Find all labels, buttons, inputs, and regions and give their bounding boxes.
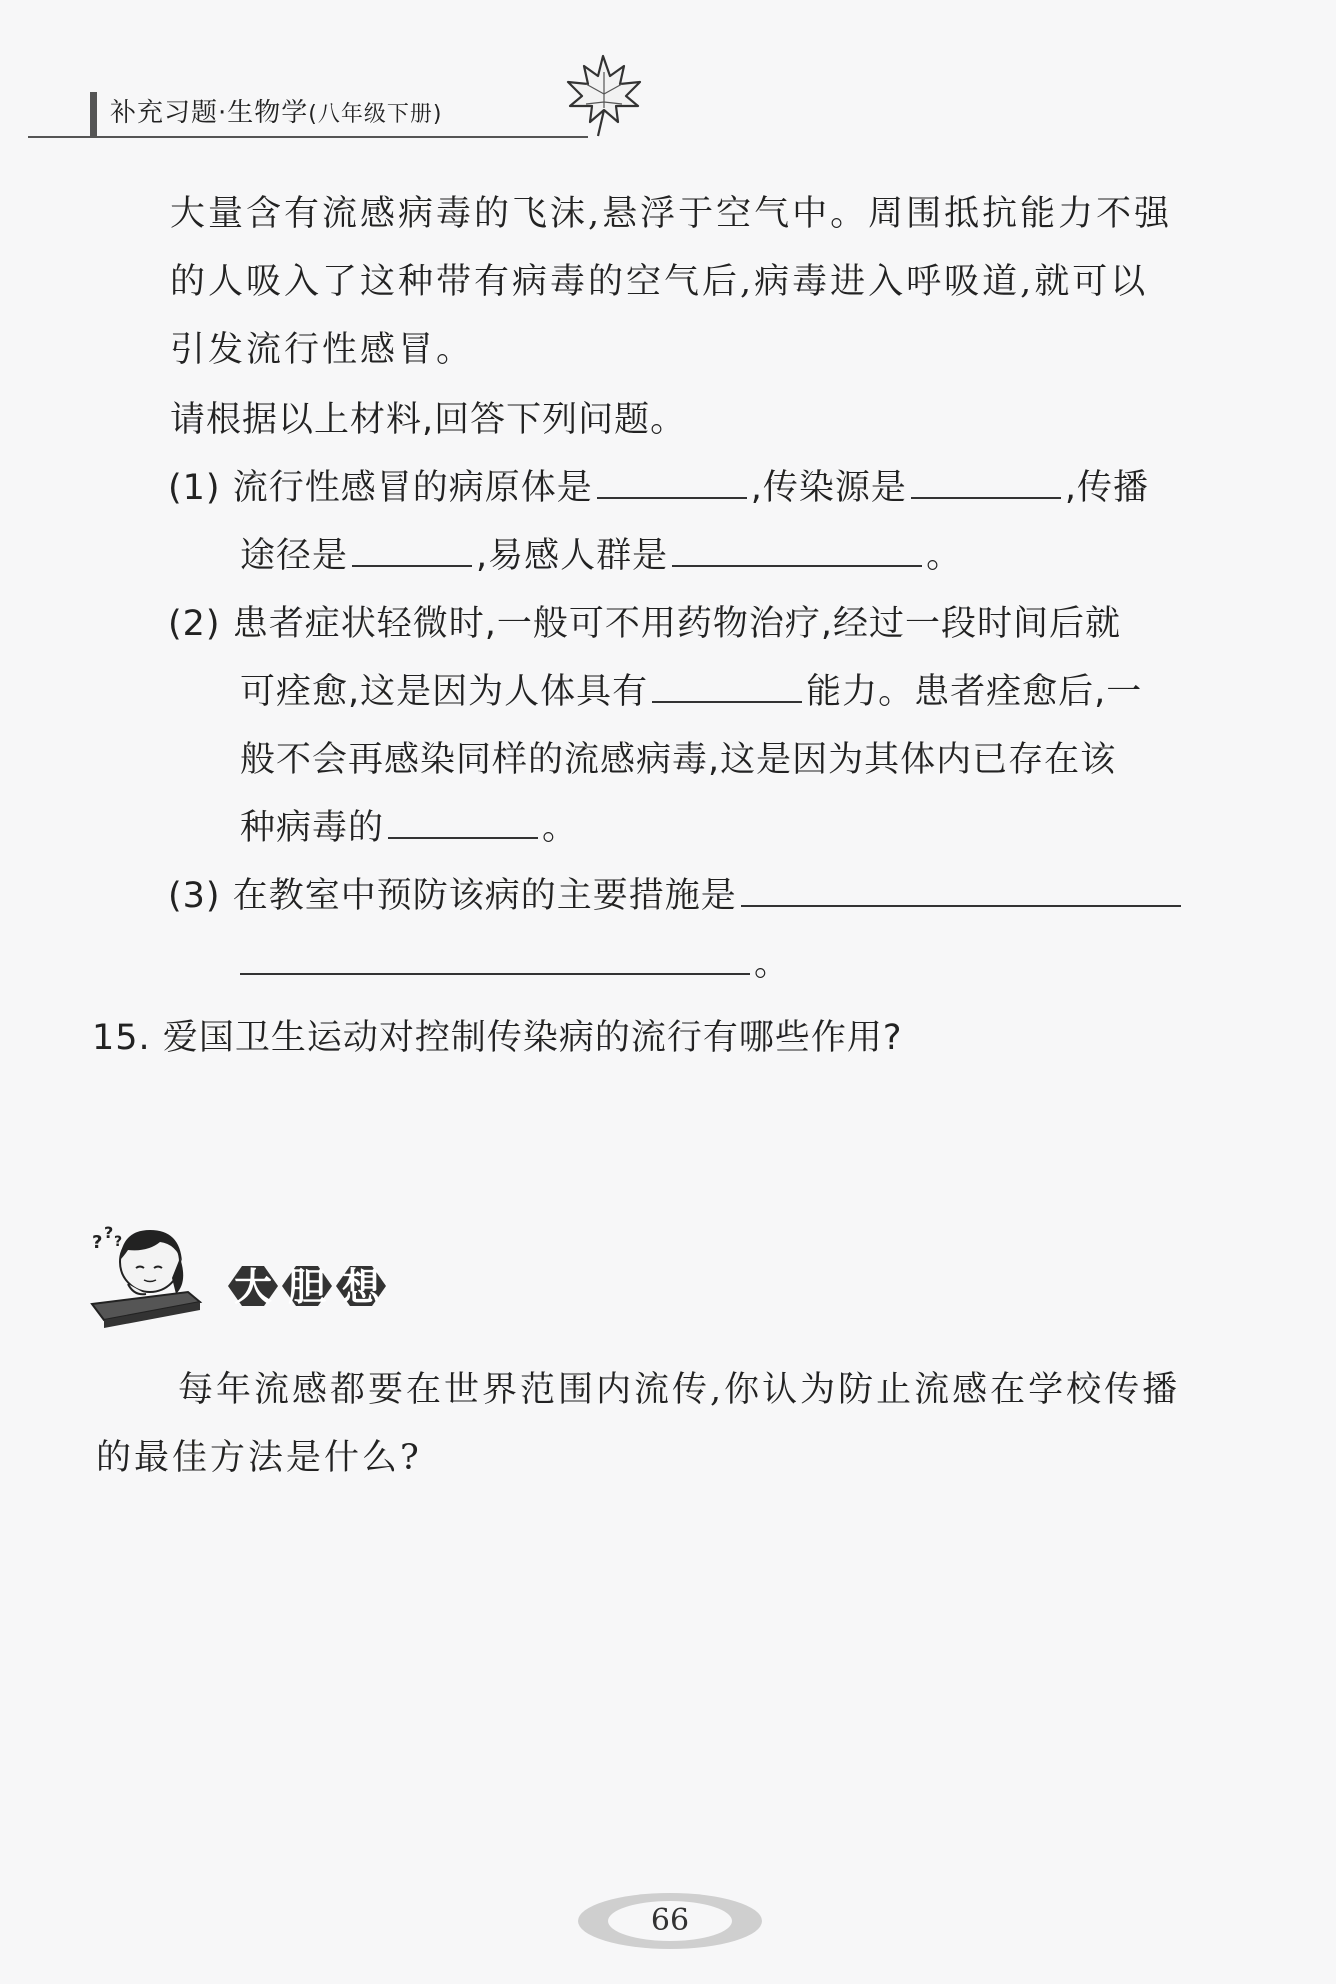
- question-1-text-c: ,传播: [1064, 468, 1150, 508]
- question-15: [92, 1004, 902, 1072]
- question-2-line-1: [168, 590, 1121, 658]
- question-3-text: 在教室中预防该病的主要措施是: [232, 876, 737, 916]
- question-2-text-1: 患者症状轻微时,一般可不用药物治疗,经过一段时间后就: [232, 604, 1121, 644]
- question-2-text-2b: 能力。患者痊愈后,一: [806, 672, 1143, 712]
- header-rule: [28, 136, 588, 138]
- header-title-sub: (八年级下册): [308, 102, 443, 127]
- question-2-text-2a: 可痊愈,这是因为人体具有: [240, 672, 649, 712]
- passage-line-3: 引发流行性感冒。: [170, 330, 475, 370]
- prevention-measure-answer-blank[interactable]: [741, 865, 1181, 907]
- question-2-text-4a: 种病毒的: [240, 808, 385, 848]
- question-2-line-4: [240, 794, 578, 862]
- infection-source-answer-blank[interactable]: [911, 457, 1061, 499]
- question-1-text-d: 途径是: [240, 536, 349, 576]
- question-1-text-a: 流行性感冒的病原体是: [232, 468, 593, 508]
- pathogen-answer-blank[interactable]: [597, 457, 747, 499]
- question-15-text: 爱国卫生运动对控制传染病的流行有哪些作用?: [162, 1018, 903, 1058]
- thinking-child-icon: [92, 1223, 200, 1328]
- big-think-badge: [228, 1265, 386, 1309]
- question-3-end: 。: [754, 944, 791, 984]
- question-2-number: (2): [168, 604, 221, 644]
- badge-char-3: 想: [341, 1265, 381, 1309]
- think-line-1: 每年流感都要在世界范围内流传,你认为防止流感在学校传播: [178, 1370, 1181, 1410]
- susceptible-group-answer-blank[interactable]: [672, 525, 922, 567]
- question-15-number: 15.: [92, 1018, 151, 1058]
- svg-text:?: ?: [92, 1232, 103, 1253]
- page-number: 66: [650, 1903, 690, 1938]
- svg-text:?: ?: [104, 1223, 114, 1242]
- question-1-number: (1): [168, 468, 221, 508]
- big-think-section-header: [88, 1222, 408, 1342]
- question-2-text-4b: 。: [542, 808, 579, 848]
- question-3-number: (3): [168, 876, 221, 916]
- question-3-line-1: [168, 862, 1185, 930]
- page-number-badge: [575, 1890, 765, 1952]
- page-header: [28, 78, 648, 148]
- instruction-text: 请根据以上材料,回答下列问题。: [170, 400, 687, 440]
- svg-text:?: ?: [114, 1234, 123, 1250]
- transmission-route-answer-blank[interactable]: [352, 525, 472, 567]
- header-title: [110, 92, 442, 129]
- prevention-measure-answer-blank-2[interactable]: [240, 933, 750, 975]
- badge-char-1: 大: [233, 1265, 273, 1309]
- header-accent-bar: [90, 92, 97, 136]
- immune-ability-answer-blank[interactable]: [652, 661, 802, 703]
- passage-line-1: 大量含有流感病毒的飞沫,悬浮于空气中。周围抵抗能力不强: [170, 194, 1173, 234]
- question-1-line-2: [240, 522, 962, 590]
- maple-leaf-icon: [558, 48, 648, 138]
- header-title-main: 补充习题·生物学: [110, 98, 309, 128]
- passage-line-2: 的人吸入了这种带有病毒的空气后,病毒进入呼吸道,就可以: [170, 262, 1149, 302]
- think-line-2: 的最佳方法是什么?: [96, 1438, 422, 1478]
- question-1-line-1: [168, 454, 1149, 522]
- question-1-text-f: 。: [926, 536, 963, 576]
- question-3-line-2: [240, 930, 790, 998]
- question-1-text-b: ,传染源是: [750, 468, 907, 508]
- badge-char-2: 胆: [287, 1265, 327, 1309]
- question-1-text-e: ,易感人群是: [476, 536, 669, 576]
- question-2-line-3: 般不会再感染同样的流感病毒,这是因为其体内已存在该: [240, 740, 1117, 780]
- question-2-line-2: [240, 658, 1142, 726]
- antibody-answer-blank[interactable]: [388, 797, 538, 839]
